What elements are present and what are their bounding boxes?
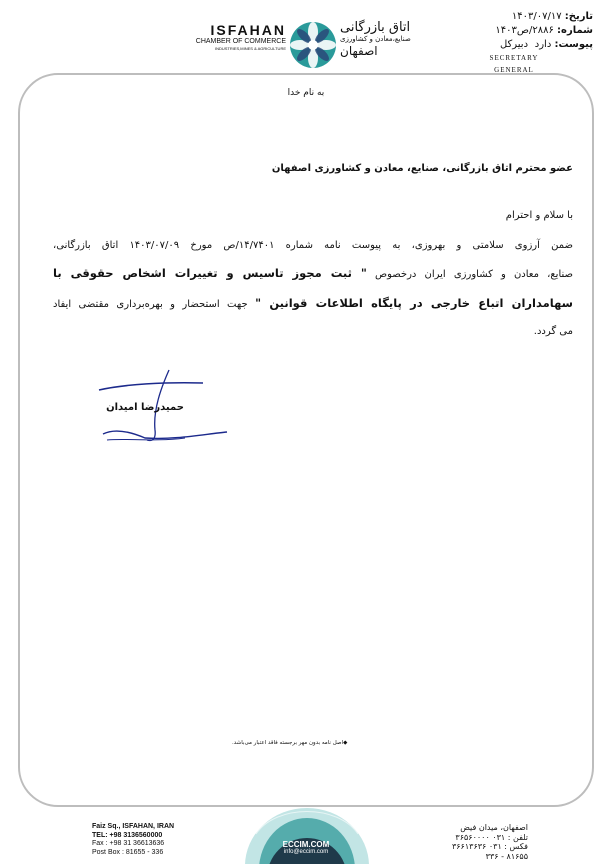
number-row: شماره: ۲۸۸۶/ص۱۴۰۳ [495,25,593,36]
date-row: تاریخ: ۱۴۰۳/۰۷/۱۷ [511,11,593,22]
besmellah: به نام خدا [287,88,325,98]
chamber-logo [190,18,428,72]
body-line-2: صنایع، معادن و کشاورزی ایران درخصوص " ثبت مجوز تاسیس و تغییرات اشخاص حقوقی با [53,266,573,280]
validity-note: ◆اصل نامه بدون مهر برجسته فاقد اعتبار می‌باشد. [232,740,348,746]
attachment-row: پیوست: دارد [534,39,593,50]
logo-persian: اتاق بازرگانی صنایع،معادن و کشاورزی اصفهان [340,20,411,58]
secretary-general: دبیرکل SECRETARY GENERAL [489,39,539,74]
body-line-3: سهامداران اتباع خارجی در پایگاه اطلاعات قوانین " جهت استحضار و بهره‌برداری مقتضی ایفاد [53,296,573,310]
signer-name: حمیدرضا امیدان [106,402,184,413]
greeting: با سلام و احترام [505,210,573,221]
footer-contact-en: Faiz Sq., ISFAHAN, IRAN TEL: +98 3136560000 Fax : +98 31 36613636 Post Box : 81655 - 336 [92,823,175,856]
footer-contact-fa: اصفهان، میدان فیض تلفن : ۰۳۱ ۳۶۵۶۰۰۰۰ فکس : ۰۳۱ ۳۶۶۱۳۶۳۶ ۸۱۶۵۵ - ۳۳۶ [451,823,528,861]
logo-english: ISFAHAN CHAMBER OF COMMERCE INDUSTRIES,MINES & AGRICULTURE [195,22,286,51]
body-line-4: می گردد. [533,326,573,337]
footer-website: ECCIM.COM info@eccim.com [282,840,330,855]
chamber-emblem-icon [288,20,338,70]
addressee: عضو محترم اتاق بازرگانی، صنایع، معادن و کشاورزی اصفهان [271,163,573,174]
signature [95,368,235,448]
body-line-1: ضمن آرزوی سلامتی و بهروزی، به پیوست نامه شماره ۱۴/۷۴۰۱/ص مورخ ۱۴۰۳/۰۷/۰۹ اتاق بازرگانی، [53,240,573,251]
